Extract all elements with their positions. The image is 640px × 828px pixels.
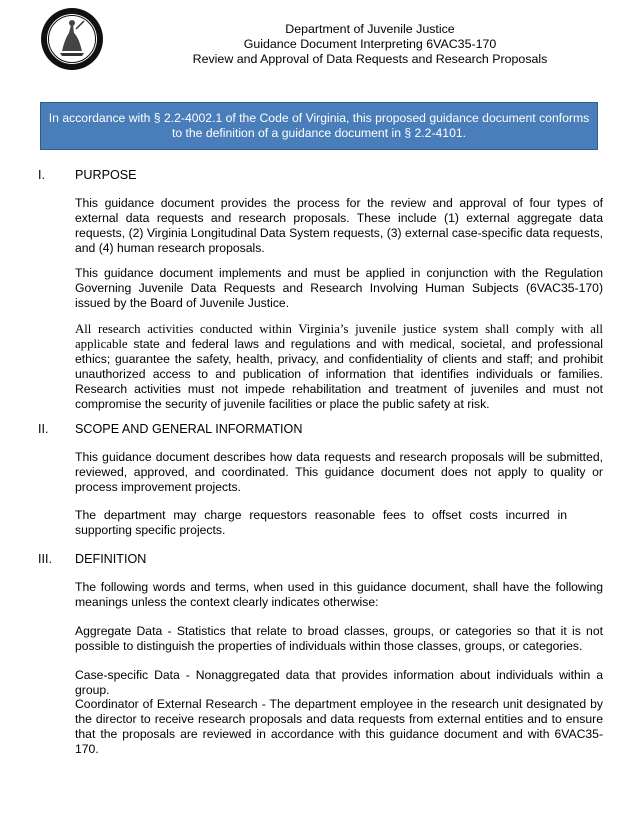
document-header <box>150 22 590 67</box>
header-subject: Review and Approval of Data Requests and Research Proposals <box>192 52 548 66</box>
definition-case-specific-data: Case-specific Data - Nonaggregated data that provides information about individuals within a group. <box>75 668 603 697</box>
section-number: I. <box>38 168 45 182</box>
virginia-seal-logo <box>40 7 104 71</box>
purpose-paragraph-2: This guidance document implements and must be applied in conjunction with the Regulation Governing Juvenile Data Requests and Research Involving Human Subjects (6VAC35-170) issued by the Board of Juvenile Justice. <box>75 266 603 310</box>
definition-intro-paragraph: The following words and terms, when used in this guidance document, shall have the following meanings unless the context clearly indicates otherwise: <box>75 580 603 609</box>
header-guidance-title: Guidance Document Interpreting 6VAC35-170 <box>243 37 497 51</box>
notice-line-2: to the definition of a guidance document in § 2.2-4101. <box>171 126 467 140</box>
definition-aggregate-data: Aggregate Data - Statistics that relate to broad classes, groups, or categories so that it is not possible to distinguish the properties of individuals within those classes, groups, or categories. <box>75 624 603 653</box>
section-number: III. <box>38 552 52 566</box>
notice-line-1: In accordance with § 2.2-4002.1 of the Code of Virginia, this proposed guidance document conforms <box>48 111 590 125</box>
section-title: DEFINITION <box>75 552 147 566</box>
section-title: PURPOSE <box>75 168 137 182</box>
section-heading-scope <box>38 422 302 437</box>
scope-paragraph-2: The department may charge requestors reasonable fees to offset costs incurred in supporting specific projects. <box>75 508 567 537</box>
purpose-paragraph-3 <box>75 322 603 412</box>
section-number: II. <box>38 422 49 436</box>
purpose-paragraph-3-lead: All research activities conducted within Virginia’s juvenile justice system shall comply with all applicable <box>75 322 603 351</box>
definition-coordinator-of-external-research: Coordinator of External Research - The department employee in the research unit designated by the director to receive research proposals and data requests from external entities and to ensure that the proposals are reviewed in accordance with this guidance document and with 6VAC35-170. <box>75 697 603 756</box>
purpose-paragraph-1: This guidance document provides the process for the review and approval of four types of external data requests and research proposals. These include (1) external aggregate data requests, (2) Virginia Longitudinal Data System requests, (3) external case-specific data requests, and (4) human research proposals. <box>75 196 603 255</box>
section-heading-purpose <box>38 168 137 183</box>
conformance-notice-box <box>40 102 598 150</box>
section-title: SCOPE AND GENERAL INFORMATION <box>75 422 303 436</box>
section-heading-definition <box>38 552 146 567</box>
scope-paragraph-1: This guidance document describes how data requests and research proposals will be submitted, reviewed, approved, and coordinated. This guidance document does not apply to quality or process improvement projects. <box>75 450 603 494</box>
header-agency: Department of Juvenile Justice <box>285 22 455 36</box>
purpose-paragraph-3-rest: state and federal laws and regulations and with medical, societal, and professional ethics; guarantee the safety, health, privacy, and confidentiality of clients and staff; and prohibit unauthorized access to and publication of information that identifies individuals or families. Research activities must not impede rehabilitation and treatment of juveniles and must not compromise the security of juvenile facilities or place the public safety at risk. <box>75 337 603 411</box>
